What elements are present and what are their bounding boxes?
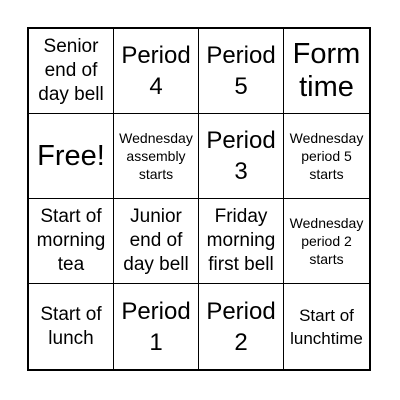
bingo-cell[interactable] (114, 114, 199, 199)
bingo-cell-label: Friday morning first bell (206, 206, 276, 275)
bingo-cell-label: Period 3 (206, 127, 276, 185)
bingo-cell-label: Wednesday period 2 starts (289, 215, 364, 267)
bingo-cell[interactable] (114, 284, 199, 369)
bingo-cell[interactable] (29, 199, 114, 284)
bingo-cell-label: Start of morning tea (36, 206, 106, 275)
bingo-cell-label: Wednesday period 5 starts (289, 130, 364, 182)
bingo-cell-label: Free! (37, 139, 105, 172)
bingo-cell-label: Start of lunchtime (290, 305, 363, 348)
bingo-cell[interactable] (284, 199, 369, 284)
bingo-cell[interactable] (284, 114, 369, 199)
bingo-cell[interactable] (29, 284, 114, 369)
bingo-cell[interactable] (199, 114, 284, 199)
bingo-cell-label: Start of lunch (40, 303, 102, 349)
bingo-card (27, 27, 371, 371)
bingo-cell-label: Period 1 (121, 297, 191, 356)
bingo-cell-label: Period 2 (206, 297, 276, 356)
bingo-cell[interactable] (199, 284, 284, 369)
bingo-cell[interactable] (114, 29, 199, 114)
bingo-cell-free[interactable] (29, 114, 114, 199)
bingo-cell-label: Period 4 (121, 42, 191, 100)
bingo-cell-label: Junior end of day bell (123, 206, 189, 275)
bingo-cell[interactable] (199, 29, 284, 114)
bingo-cell-label: Senior end of day bell (38, 36, 104, 105)
bingo-cell-label: Period 5 (206, 42, 276, 100)
bingo-cell-label: Form time (292, 38, 361, 103)
bingo-cell[interactable] (199, 199, 284, 284)
bingo-cell[interactable] (29, 29, 114, 114)
bingo-cell[interactable] (284, 284, 369, 369)
bingo-cell[interactable] (114, 199, 199, 284)
bingo-cell-label: Wednesday assembly starts (119, 130, 193, 182)
bingo-cell[interactable] (284, 29, 369, 114)
